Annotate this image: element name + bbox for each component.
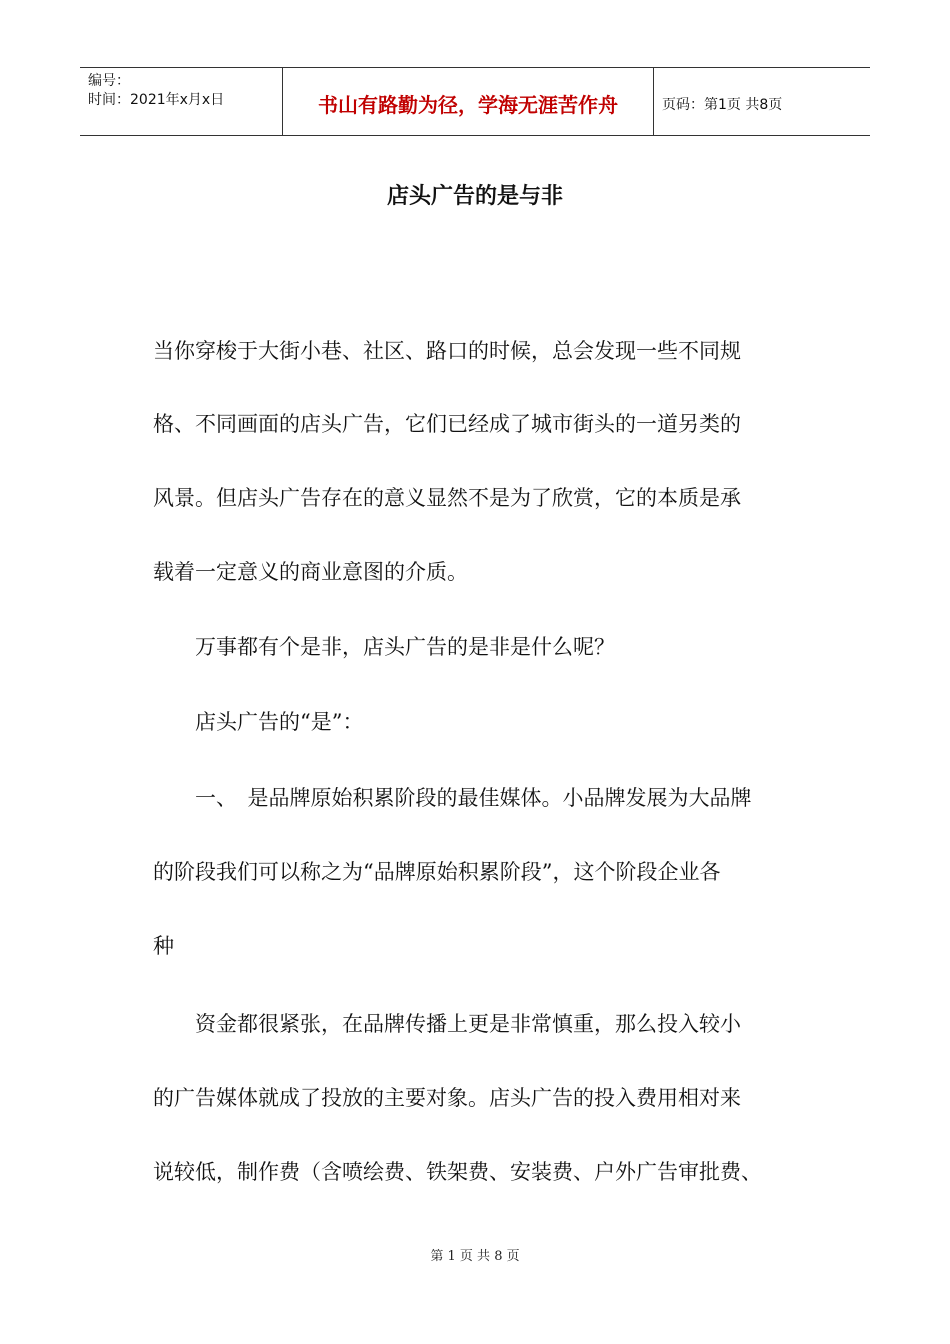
body-line: 载着一定意义的商业意图的介质。 xyxy=(153,560,468,584)
header-motto: 书山有路勤为径，学海无涯苦作舟 xyxy=(282,68,654,135)
body-line: 格、不同画面的店头广告，它们已经成了城市街头的一道另类的 xyxy=(153,412,741,436)
document-header xyxy=(80,67,870,136)
body-line: 店头广告的“是”： xyxy=(153,710,364,734)
document-title: 店头广告的是与非 xyxy=(386,184,563,209)
body-line: 的阶段我们可以称之为“品牌原始积累阶段”，这个阶段企业各 xyxy=(153,860,721,884)
body-line: 资金都很紧张，在品牌传播上更是非常慎重，那么投入较小 xyxy=(153,1012,741,1036)
header-page-info: 页码：第1页 共8页 xyxy=(662,96,783,113)
body-line: 当你穿梭于大街小巷、社区、路口的时候，总会发现一些不同规 xyxy=(153,339,741,363)
body-line: 种 xyxy=(153,934,174,958)
body-line: 风景。但店头广告存在的意义显然不是为了欣赏，它的本质是承 xyxy=(153,486,741,510)
time-label: 时间：2021年x月x日 xyxy=(88,92,225,108)
body-line: 说较低，制作费（含喷绘费、铁架费、安装费、户外广告审批费、 xyxy=(153,1160,762,1184)
header-meta xyxy=(80,68,282,135)
body-line: 万事都有个是非，店头广告的是非是什么呢？ xyxy=(153,635,615,659)
code-label: 编号： xyxy=(88,73,130,89)
body-line: 一、 是品牌原始积累阶段的最佳媒体。小品牌发展为大品牌 xyxy=(153,786,752,810)
body-line: 的广告媒体就成了投放的主要对象。店头广告的投入费用相对来 xyxy=(153,1086,741,1110)
page-footer: 第 1 页 共 8 页 xyxy=(430,1249,520,1264)
